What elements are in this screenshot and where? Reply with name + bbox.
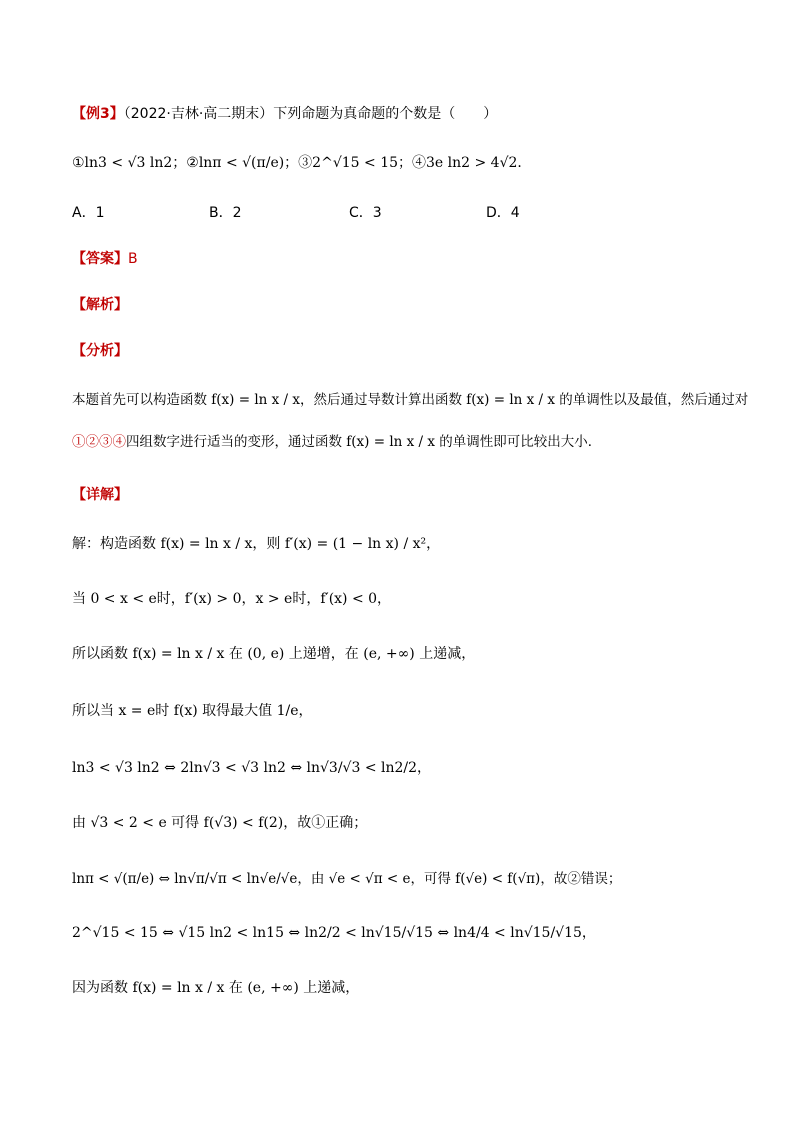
option-a: A．1 [72,205,105,221]
analysis-line-2-text: 四组数字进行适当的变形，通过函数 f(x) = ln x / x 的单调性即可比较出大小． [126,434,602,450]
solution-line-6: 由 √3 < 2 < e 可得 f(√3) < f(2)，故①正确； [72,815,368,831]
example-items: ①ln3 < √3 ln2；②lnπ < √(π/e)；③2^√15 < 15；④3e ln2 > 4√2． [72,155,532,171]
solution-line-8: 2^√15 < 15 ⇔ √15 ln2 < ln15 ⇔ ln2/2 < ln√15/√15 ⇔ ln4/4 < ln√15/√15， [72,925,596,941]
example-header [72,103,497,123]
section-jiexi: 【解析】 [72,297,128,313]
solution-line-4: 所以当 x = e时 f(x) 取得最大值 1/e， [72,703,313,719]
option-b: B．2 [209,205,242,221]
answer-value: B [128,251,138,267]
example-tag: 【例3】 [72,106,124,122]
option-d: D．4 [486,205,520,221]
answer-line [72,248,138,268]
solution-line-1: 解：构造函数 f(x) = ln x / x，则 f′(x) = (1 − ln x) / x²， [72,536,441,552]
option-c: C．3 [349,205,382,221]
example-question: 下列命题为真命题的个数是（ ） [273,106,498,122]
section-xiangjie: 【详解】 [72,487,128,503]
example-source: （2022·吉林·高二期末） [123,106,274,122]
solution-line-5: ln3 < √3 ln2 ⇔ 2ln√3 < √3 ln2 ⇔ ln√3/√3 < ln2/2， [72,760,432,776]
solution-line-7: lnπ < √(π/e) ⇔ ln√π/√π < ln√e/√e，由 √e < √π < e，可得 f(√e) < f(√π)，故②错误； [72,871,622,887]
analysis-line-1: 本题首先可以构造函数 f(x) = ln x / x，然后通过导数计算出函数 f(x) = ln x / x 的单调性以及最值，然后通过对 [72,392,749,408]
solution-line-2: 当 0 < x < e时，f′(x) > 0，x > e时，f′(x) < 0， [72,591,392,607]
section-fenxi: 【分析】 [72,343,128,359]
analysis-line-2 [72,430,601,450]
answer-label: 【答案】 [72,251,128,267]
solution-line-3: 所以函数 f(x) = ln x / x 在 (0, e) 上递增，在 (e, +∞) 上递减， [72,646,476,662]
solution-line-9: 因为函数 f(x) = ln x / x 在 (e, +∞) 上递减， [72,980,360,996]
analysis-item-markers: ①②③④ [72,434,126,450]
